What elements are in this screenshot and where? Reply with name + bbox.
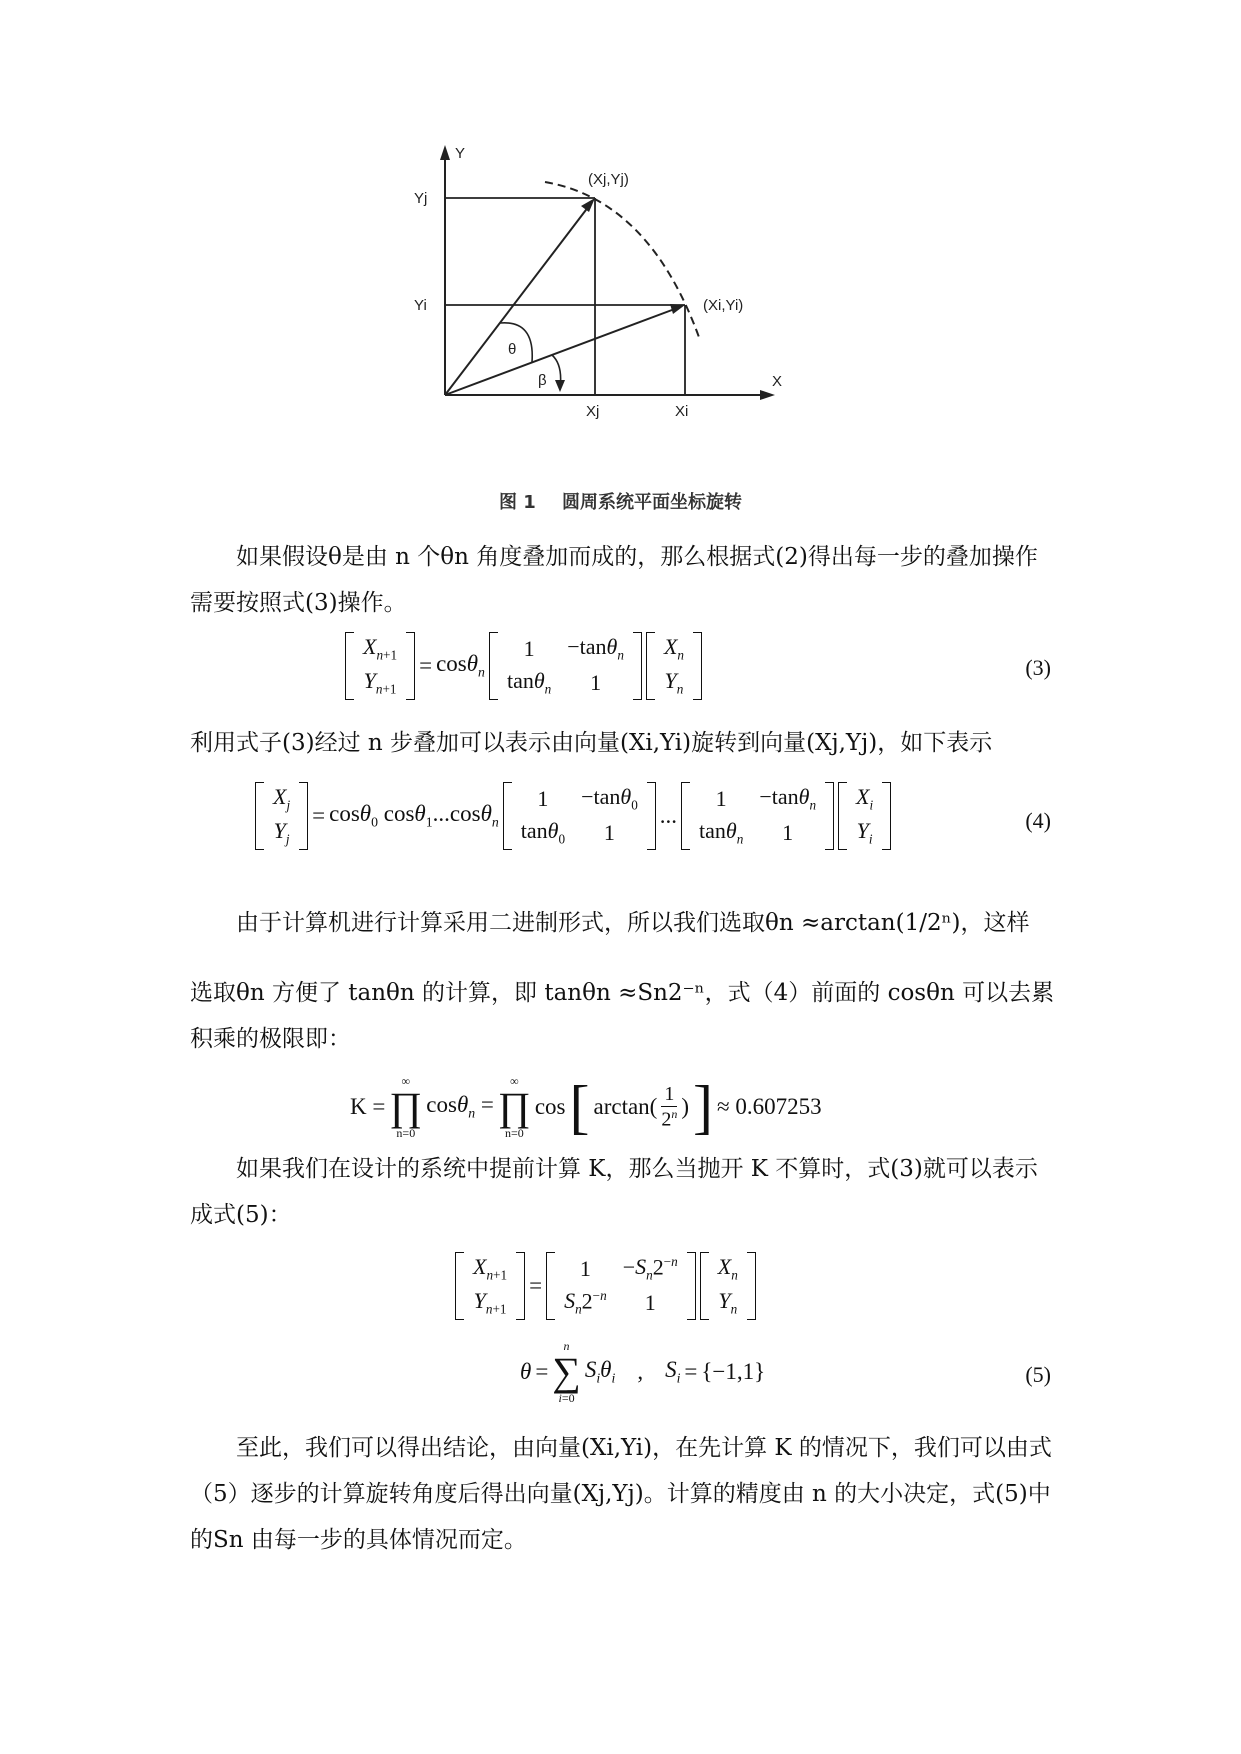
matrix-xy: $X_n$ $Y_n$ (646, 632, 702, 700)
equation-5-sum: θ = n ∑ i=0 $S_i\theta_i$ , $S_i$ = {−1,1} (520, 1339, 766, 1405)
yi-label: Yi (414, 297, 427, 314)
vector-j (445, 202, 592, 395)
paragraph-2: 利用式子(3)经过 n 步叠加可以表示由向量(Xi,Yi)旋转到向量(Xj,Yj)，如下表示 (190, 730, 993, 756)
equation-4: $X_j$ $Y_j$ = cosθ$_0$ cosθ$_1$...cosθ$_n$ 1 −tanθ$_0$ tanθ$_0$ 1 ... 1 −tanθ$_n$ tanθ$_n$ 1 $X_i$ $Y_i$ (255, 782, 891, 850)
xj-label: Xj (586, 403, 600, 420)
y-axis-label: Y (455, 145, 466, 162)
y-axis-arrow (440, 145, 450, 160)
yj-label: Yj (414, 190, 428, 207)
equation-4-number: (4) (1025, 808, 1051, 833)
point-j-label: (Xj,Yj) (588, 171, 629, 188)
figure-caption-number: 图 1 (498, 492, 536, 513)
matrix-shift: 1 $-S_n2^{-n}$ $S_n2^{-n}$ 1 (546, 1252, 696, 1320)
circle-arc (545, 182, 700, 340)
matrix-rotation-0: 1 −tanθ$_0$ tanθ$_0$ 1 (503, 782, 656, 850)
paragraph-1: 如果假设θ是由 n 个θn 角度叠加而成的，那么根据式(2)得出每一步的叠加操作需要按照式(3)操作。 (190, 544, 1038, 616)
vector-j-arrow (581, 198, 595, 212)
x-axis-label: X (772, 373, 783, 390)
figure-caption-text: 圆周系统平面坐标旋转 (562, 492, 743, 513)
matrix-xy-i: $X_i$ $Y_i$ (838, 782, 891, 850)
equation-3: $X_{n+1}$ $Y_{n+1}$ = cosθ$_n$ 1 −tanθ$_n$ tanθ$_n$ 1 $X_n$ $Y_n$ (345, 632, 702, 700)
beta-arrow (555, 380, 565, 392)
vector-i-arrow (670, 304, 685, 314)
paragraph-4: 如果我们在设计的系统中提前计算 K，那么当抛开 K 不算时，式(3)就可以表示成式(5)： (190, 1156, 1038, 1228)
figure-caption (0, 488, 1241, 514)
equation-3-number: (3) (1025, 655, 1051, 680)
equation-5-number: (5) (1025, 1362, 1051, 1387)
equation-k: K = ∞ ∏ n=0 cosθ$_n$ = ∞ ∏ n=0 cos [ arctan( $\frac{1}{2^n}$ ) ] ≈ 0.607253 (350, 1074, 822, 1140)
matrix-rotation: 1 −tanθ$_n$ tanθ$_n$ 1 (489, 632, 642, 700)
matrix-xy-5: $X_n$ $Y_n$ (700, 1252, 756, 1320)
beta-label: β (538, 372, 547, 389)
theta-label: θ (508, 341, 517, 358)
xi-label: Xi (675, 403, 689, 420)
matrix-xy-j: $X_j$ $Y_j$ (255, 782, 308, 850)
rotation-diagram (414, 140, 860, 480)
paragraph-3a: 由于计算机进行计算采用二进制形式，所以我们选取θn ≈arctan(1/2ⁿ)，这样 (236, 910, 1030, 936)
paragraph-5: 至此，我们可以得出结论，由向量(Xi,Yi)，在先计算 K 的情况下，我们可以由式（5）逐步的计算旋转角度后得出向量(Xj,Yj)。计算的精度由 n 的大小决定，式(5)中的Sn 由每一步的具体情况而定。 (190, 1435, 1052, 1553)
paragraph-3b: 选取θn 方便了 tanθn 的计算，即 tanθn ≈Sn2⁻ⁿ，式（4）前面的 cosθn 可以去累积乘的极限即： (190, 980, 1055, 1052)
equation-5-matrix: $X_{n+1}$ $Y_{n+1}$ = 1 $-S_n2^{-n}$ $S_n2^{-n}$ 1 $X_n$ $Y_n$ (455, 1252, 756, 1320)
rotation-figure (414, 140, 860, 480)
matrix-xy-next: $X_{n+1}$ $Y_{n+1}$ (345, 632, 415, 700)
matrix-xy-next-5: $X_{n+1}$ $Y_{n+1}$ (455, 1252, 525, 1320)
k-value: ≈ 0.607253 (717, 1094, 822, 1119)
x-axis-arrow (760, 390, 775, 400)
matrix-rotation-n: 1 −tanθ$_n$ tanθ$_n$ 1 (681, 782, 834, 850)
point-i-label: (Xi,Yi) (703, 297, 744, 314)
